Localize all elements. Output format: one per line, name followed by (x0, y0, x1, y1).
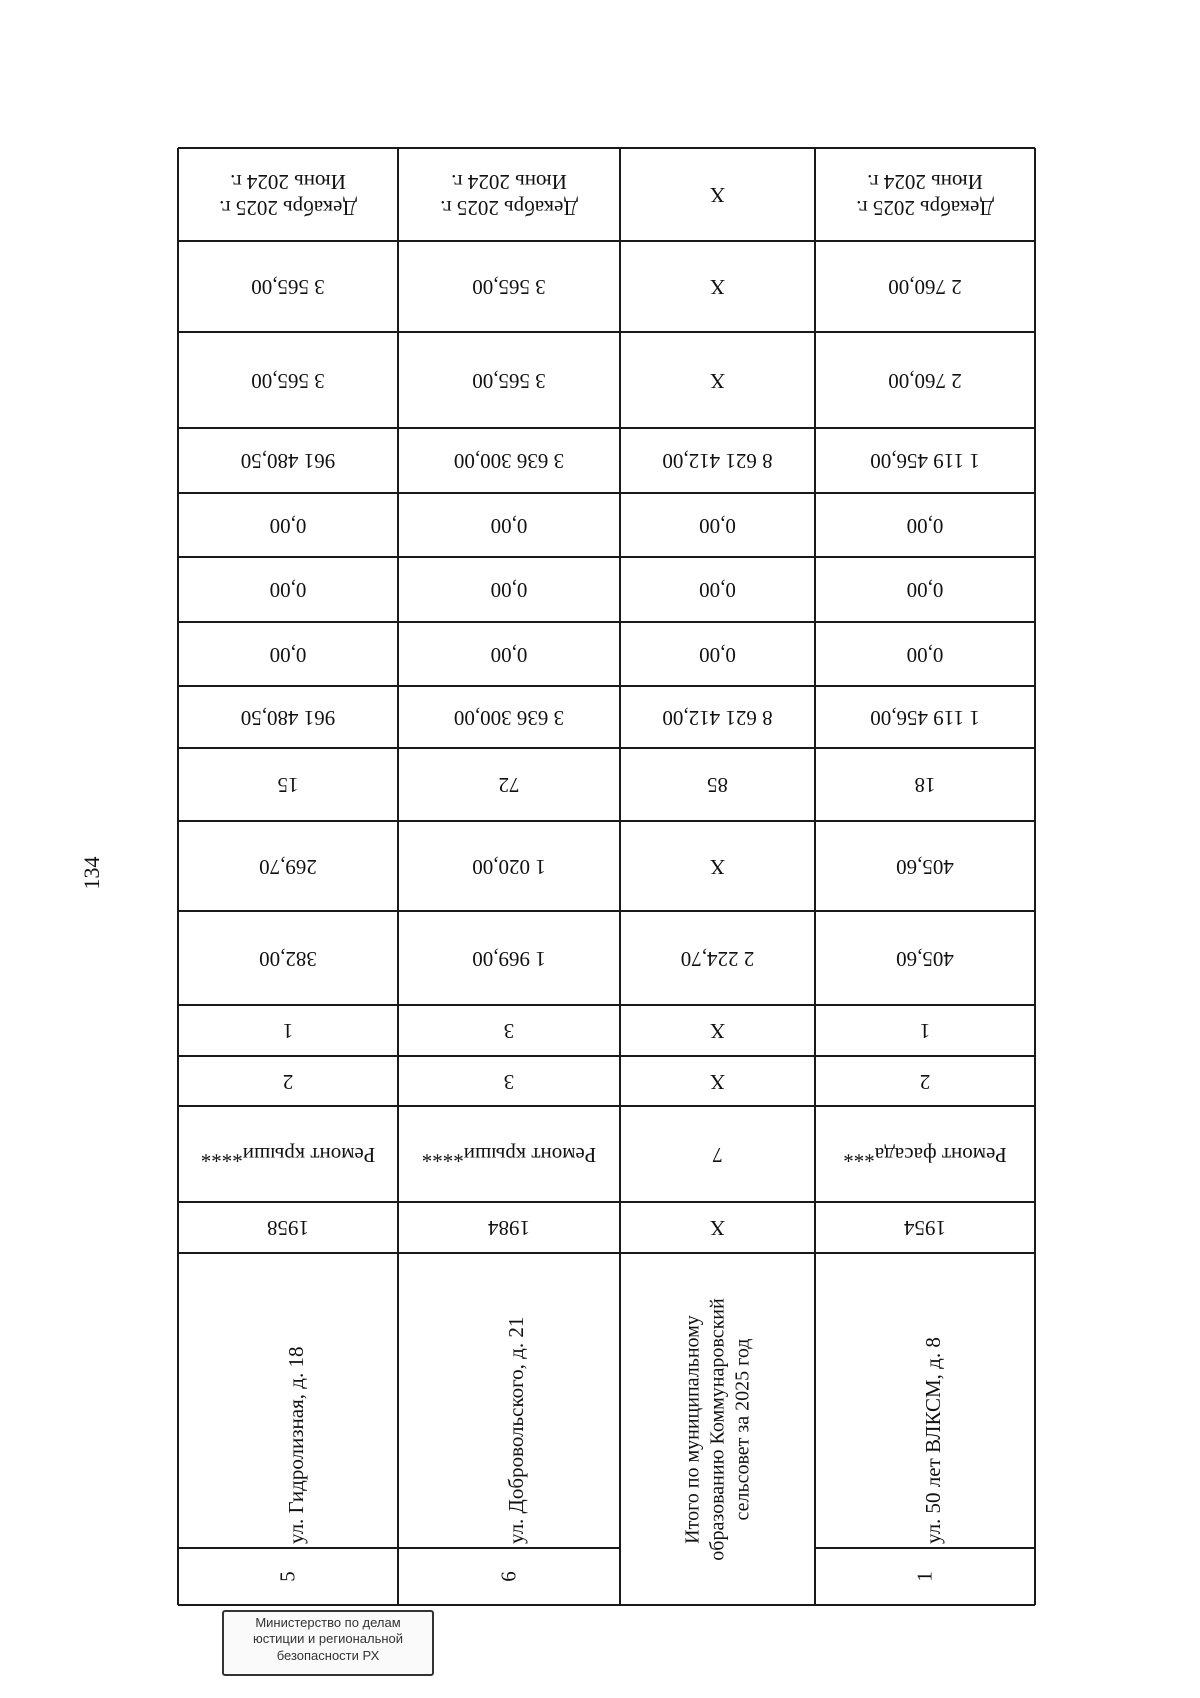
residents: 18 (914, 773, 936, 798)
table-cell (620, 557, 815, 622)
limit-cost: 2 760,00 (888, 275, 962, 300)
limit-cost: 3 565,00 (472, 275, 546, 300)
table-cell (620, 748, 815, 821)
stamp-line-2: юстиции и региональной (252, 1631, 404, 1647)
table-cell (398, 1056, 620, 1106)
area-total: 382,00 (259, 946, 317, 971)
unit-cost: 3 565,00 (472, 368, 546, 393)
table-cell (398, 332, 620, 428)
table-cell (398, 748, 620, 821)
table-cell (398, 493, 620, 557)
stamp-line-1: Министерство по делам (255, 1615, 401, 1630)
cost-repeat: 961 480,50 (240, 449, 336, 474)
cost-total: 961 480,50 (240, 705, 336, 730)
table-cell (178, 428, 398, 493)
table-cell (620, 821, 815, 911)
table-cell (398, 1106, 620, 1202)
fund-b: 0,00 (269, 578, 307, 603)
fund-c: 0,00 (269, 513, 307, 538)
period-start: Июнь 2024 г. (451, 170, 567, 195)
table-cell (398, 428, 620, 493)
table-cell (815, 332, 1035, 428)
table-cell (620, 1202, 815, 1253)
table-cell (815, 1005, 1035, 1056)
cost-total: 8 621 412,00 (662, 705, 773, 730)
table-cell (398, 622, 620, 686)
cost-repeat: 1 119 456,00 (870, 449, 980, 474)
total-label-line: сельсовет за 2025 год (731, 1338, 753, 1521)
table-cell (178, 911, 398, 1005)
table-cell (620, 1056, 815, 1106)
period-end: Декабрь 2025 г. (219, 195, 357, 220)
period-end: Декабрь 2025 г. (440, 195, 578, 220)
table-cell (620, 428, 815, 493)
table-cell (815, 1106, 1035, 1202)
area-total: 405,60 (896, 946, 954, 971)
year: 1984 (488, 1216, 530, 1241)
residents: 15 (277, 773, 299, 798)
fund-c: 0,00 (490, 513, 528, 538)
unit-cost: 3 565,00 (251, 368, 325, 393)
year: 1954 (904, 1216, 946, 1241)
total-label-line: Итого по муниципальному (681, 1314, 703, 1544)
c1: 1 (919, 1019, 931, 1044)
table-cell (178, 241, 398, 332)
table-cell (620, 622, 815, 686)
address-label: ул. Добровольского, д. 21 (504, 1316, 528, 1544)
c2: 2 (282, 1069, 294, 1094)
table-cell (178, 1106, 398, 1202)
table-cell (815, 241, 1035, 332)
table-cell (178, 622, 398, 686)
fund-a: 0,00 (269, 642, 307, 667)
row-number (897, 1467, 954, 1687)
row-number-value: 6 (496, 1571, 521, 1582)
cost-total: 3 636 300,00 (453, 705, 565, 730)
table-cell (398, 821, 620, 911)
table-cell (398, 1005, 620, 1056)
table-cell (398, 686, 620, 748)
table-cell (178, 1202, 398, 1253)
table-cell (620, 1106, 815, 1202)
table-cell (620, 332, 815, 428)
table-cell (178, 1056, 398, 1106)
area-living: X (709, 854, 726, 879)
table-cell (620, 686, 815, 748)
work: Ремонт крыши**** (421, 1142, 597, 1167)
row-number (481, 1466, 538, 1688)
table-cell (398, 1202, 620, 1253)
fund-a: 0,00 (906, 642, 944, 667)
area-total: 2 224,70 (680, 946, 755, 971)
table-cell (620, 1005, 815, 1056)
area-living: 269,70 (259, 854, 317, 879)
c1: X (709, 1019, 726, 1044)
unit-cost: X (709, 368, 726, 393)
table-cell (178, 821, 398, 911)
table-cell (178, 557, 398, 622)
c2: X (709, 1069, 726, 1094)
page-number: 134 (79, 856, 104, 890)
year: 1958 (267, 1216, 309, 1241)
area-total: 1 969,00 (472, 946, 546, 971)
fund-c: 0,00 (699, 513, 736, 538)
table-cell (178, 1005, 398, 1056)
table-cell (398, 557, 620, 622)
table-cell (178, 148, 398, 241)
table-cell (178, 748, 398, 821)
cost-total: 1 119 456,00 (870, 705, 980, 730)
address-label: ул. 50 лет ВЛКСМ, д. 8 (921, 1337, 945, 1544)
total-label (630, 1253, 805, 1605)
table-cell (815, 911, 1035, 1005)
residents: 85 (707, 773, 728, 798)
address-label: ул. Гидролизная, д. 18 (284, 1346, 308, 1544)
table-cell (815, 1056, 1035, 1106)
table-cell (620, 148, 815, 241)
table-cell (178, 686, 398, 748)
limit-cost: 3 565,00 (251, 275, 325, 300)
period-end: Декабрь 2025 г. (856, 195, 994, 220)
fund-b: 0,00 (906, 578, 944, 603)
table-cell (398, 148, 620, 241)
work: Ремонт фасада*** (843, 1142, 1007, 1167)
table-cell (398, 911, 620, 1005)
fund-c: 0,00 (906, 513, 944, 538)
work: Ремонт крыши**** (200, 1142, 376, 1167)
work: 7 (712, 1142, 723, 1167)
table-cell (620, 493, 815, 557)
period-start: X (709, 183, 726, 208)
fund-b: 0,00 (699, 578, 736, 603)
cost-repeat: 8 621 412,00 (662, 449, 773, 474)
cost-repeat: 3 636 300,00 (453, 449, 565, 474)
table-cell (815, 1202, 1035, 1253)
c1: 3 (503, 1019, 515, 1044)
c1: 1 (282, 1019, 294, 1044)
stamp-line-3: безопасности РХ (276, 1647, 380, 1663)
table-cell (815, 622, 1035, 686)
fund-b: 0,00 (490, 578, 528, 603)
table-cell (620, 911, 815, 1005)
table-cell (815, 428, 1035, 493)
table-cell (815, 748, 1035, 821)
c2: 3 (503, 1069, 515, 1094)
limit-cost: X (709, 275, 726, 300)
table-cell (178, 493, 398, 557)
total-label-line: образованию Коммунаровский (706, 1297, 728, 1561)
ministry-stamp (222, 1610, 434, 1676)
table-cell (620, 241, 815, 332)
table-cell (815, 557, 1035, 622)
row-number-value: 5 (275, 1571, 300, 1582)
fund-a: 0,00 (699, 642, 736, 667)
table-cell (178, 332, 398, 428)
row-number-value: 1 (912, 1571, 937, 1582)
year: X (709, 1216, 726, 1241)
table-cell (815, 148, 1035, 241)
table-cell (815, 821, 1035, 911)
table-cell (815, 493, 1035, 557)
unit-cost: 2 760,00 (888, 368, 962, 393)
table-cell (815, 686, 1035, 748)
area-living: 1 020,00 (472, 854, 546, 879)
fund-a: 0,00 (490, 642, 528, 667)
period-start: Июнь 2024 г. (867, 170, 983, 195)
period-start: Июнь 2024 г. (230, 170, 346, 195)
c2: 2 (919, 1069, 931, 1094)
table-cell (398, 241, 620, 332)
area-living: 405,60 (896, 854, 954, 879)
residents: 72 (498, 773, 520, 798)
